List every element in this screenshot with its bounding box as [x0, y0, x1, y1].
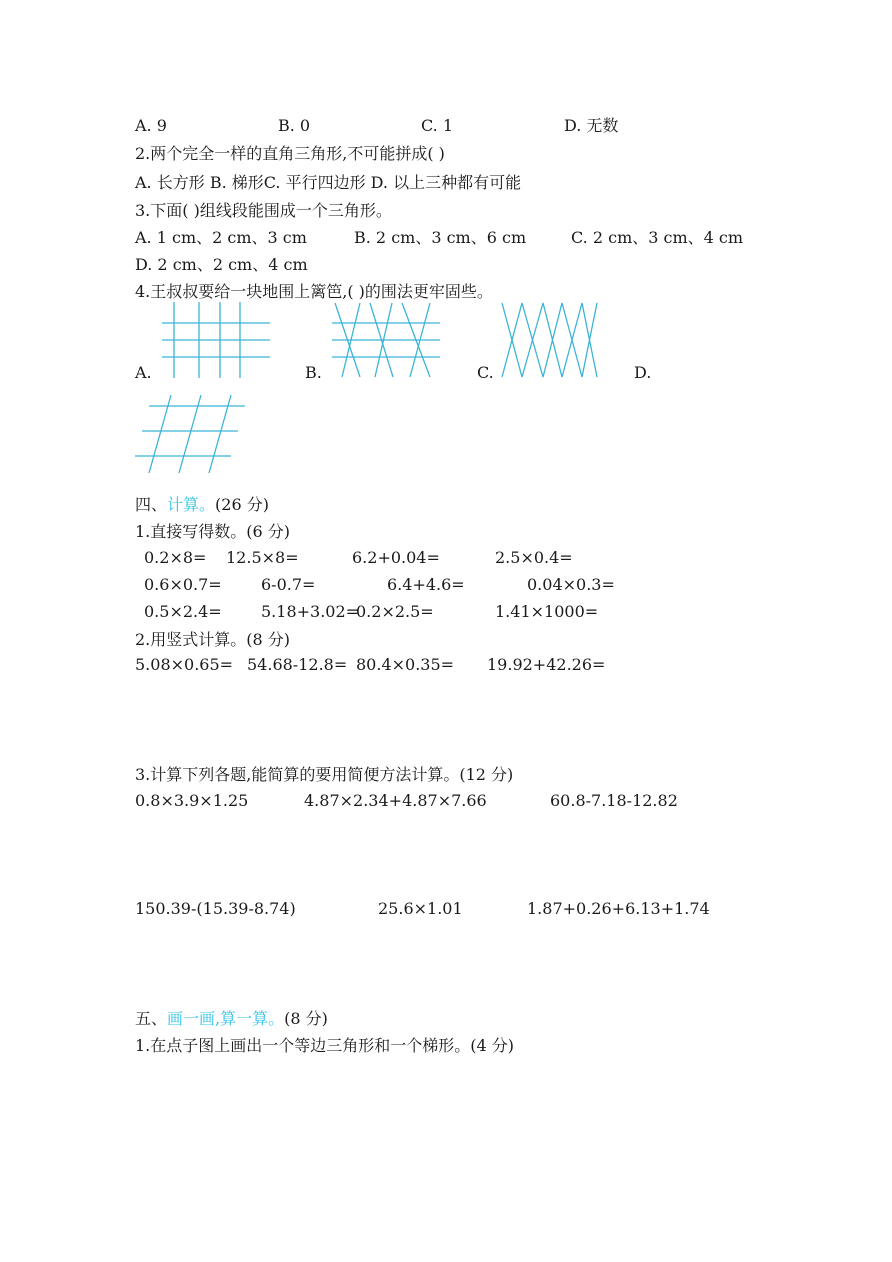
- calc-item: 2.5×0.4=: [495, 548, 573, 567]
- vertical-calc-item: 5.08×0.65=: [135, 655, 234, 674]
- q4-label-a: A.: [135, 363, 152, 382]
- simplify-item: 150.39-(15.39-8.74): [135, 899, 296, 918]
- q3-option-a: A. 1 cm、2 cm、3 cm: [135, 228, 307, 247]
- q1-option-a: A. 9: [135, 116, 167, 135]
- q4-stem: 4.王叔叔要给一块地围上篱笆,( )的围法更牢固些。: [135, 282, 493, 301]
- calc-item: 6-0.7=: [261, 575, 316, 594]
- fence-figure-b: [330, 300, 442, 380]
- calc-item: 0.6×0.7=: [144, 575, 222, 594]
- q4-label-b: B.: [305, 363, 322, 382]
- calc-item: 0.5×2.4=: [144, 602, 222, 621]
- q1-option-b: B. 0: [278, 116, 311, 135]
- s4-p2-title: 2.用竖式计算。(8 分): [135, 630, 291, 649]
- section4-title: 计算。: [167, 495, 216, 514]
- s5-p1-title: 1.在点子图上画出一个等边三角形和一个梯形。(4 分): [135, 1036, 515, 1055]
- q4-label-c: C.: [477, 363, 494, 382]
- q2-stem: 2.两个完全一样的直角三角形,不可能拼成( ): [135, 144, 445, 163]
- q4-label-d: D.: [634, 363, 652, 382]
- vertical-calc-item: 54.68-12.8=: [247, 655, 348, 674]
- section5-title: 画一画,算一算。: [167, 1009, 285, 1028]
- section4-prefix: 四、: [135, 495, 168, 514]
- calc-item: 0.04×0.3=: [527, 575, 615, 594]
- calc-item: 5.18+3.02=: [261, 602, 360, 621]
- simplify-item: 0.8×3.9×1.25: [135, 791, 249, 810]
- q1-option-c: C. 1: [421, 116, 454, 135]
- q3-option-d: D. 2 cm、2 cm、4 cm: [135, 255, 308, 274]
- s4-p3-title: 3.计算下列各题,能简算的要用简便方法计算。(12 分): [135, 765, 514, 784]
- simplify-item: 4.87×2.34+4.87×7.66: [304, 791, 487, 810]
- section4-heading: [135, 495, 269, 515]
- section5-score: (8 分): [284, 1009, 328, 1028]
- fence-figure-d: [133, 393, 248, 475]
- section4-score: (26 分): [215, 495, 269, 514]
- simplify-item: 60.8-7.18-12.82: [550, 791, 678, 810]
- vertical-calc-item: 19.92+42.26=: [487, 655, 606, 674]
- section5-heading: [135, 1009, 328, 1029]
- calc-item: 0.2×8=: [144, 548, 207, 567]
- calc-item: 6.2+0.04=: [352, 548, 440, 567]
- s4-p1-title: 1.直接写得数。(6 分): [135, 522, 291, 541]
- section5-prefix: 五、: [135, 1009, 168, 1028]
- calc-item: 0.2×2.5=: [356, 602, 434, 621]
- calc-item: 12.5×8=: [226, 548, 299, 567]
- calc-item: 6.4+4.6=: [387, 575, 465, 594]
- q3-option-b: B. 2 cm、3 cm、6 cm: [354, 228, 527, 247]
- q2-options: A. 长方形 B. 梯形C. 平行四边形 D. 以上三种都有可能: [135, 173, 522, 192]
- fence-figure-a: [160, 300, 272, 380]
- simplify-item: 1.87+0.26+6.13+1.74: [527, 899, 710, 918]
- calc-item: 1.41×1000=: [495, 602, 599, 621]
- q3-option-c: C. 2 cm、3 cm、4 cm: [571, 228, 744, 247]
- vertical-calc-item: 80.4×0.35=: [356, 655, 455, 674]
- fence-figure-c: [500, 300, 600, 380]
- simplify-item: 25.6×1.01: [378, 899, 463, 918]
- q1-option-d: D. 无数: [564, 116, 619, 135]
- q3-stem: 3.下面( )组线段能围成一个三角形。: [135, 201, 392, 220]
